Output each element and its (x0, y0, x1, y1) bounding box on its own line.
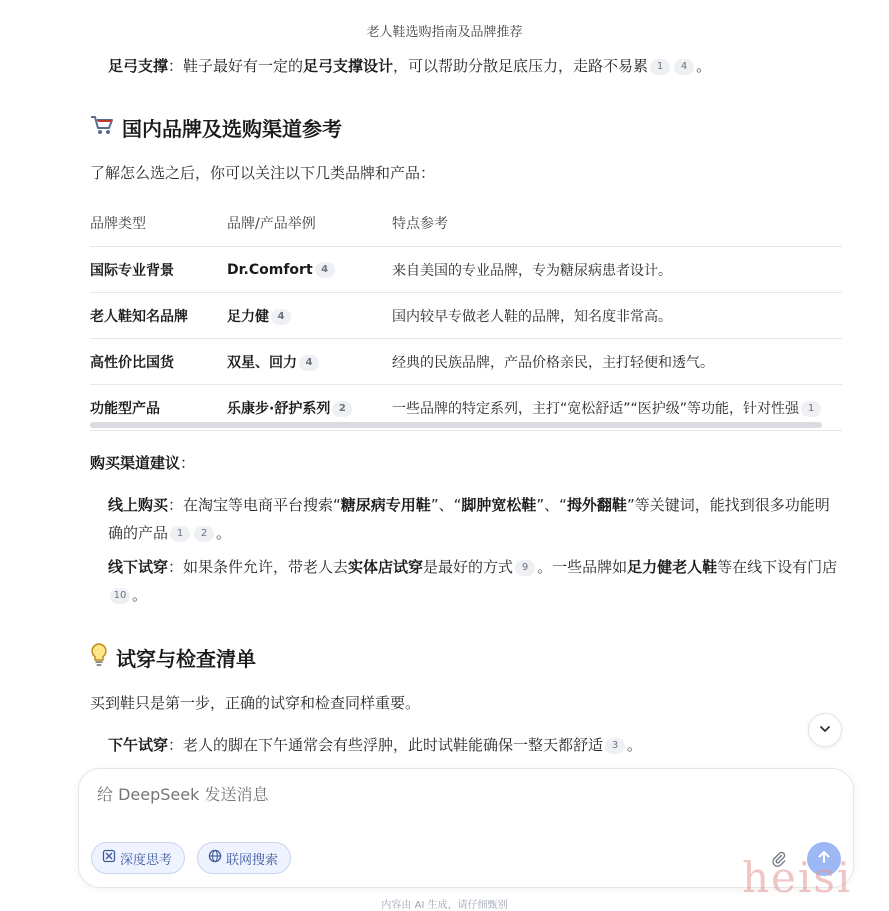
section-heading-brands: 国内品牌及选购渠道参考 (90, 113, 342, 142)
scroll-to-bottom-button[interactable] (808, 713, 842, 747)
citation-badge[interactable]: 1 (801, 401, 821, 417)
web-search-toggle[interactable] (197, 842, 291, 874)
chevron-down-icon (818, 721, 832, 740)
table-horizontal-scrollbar[interactable] (90, 422, 822, 428)
deep-think-label: 深度思考 (120, 852, 173, 868)
brand-table (90, 200, 842, 431)
citation-badge[interactable]: 3 (605, 738, 625, 754)
citation-badge[interactable]: 9 (515, 560, 535, 576)
column-header: 品牌类型 (90, 200, 227, 247)
section-heading-checklist: 试穿与检查清单 (90, 643, 256, 672)
cart-icon (90, 114, 114, 141)
message-input[interactable] (97, 785, 797, 804)
bullet-arch-support: 足弓支撑：鞋子最好有一定的足弓支撑设计，可以帮助分散足底压力，走路不易累 1 4 。 (108, 57, 712, 75)
citation-badge[interactable]: 4 (299, 355, 319, 371)
citation-badge[interactable]: 2 (332, 401, 352, 417)
table-row (90, 293, 842, 339)
table-row (90, 247, 842, 293)
page-title: 老人鞋选购指南及品牌推荐 (366, 25, 523, 40)
citation-badge[interactable]: 1 (170, 526, 190, 542)
lightbulb-icon (90, 643, 108, 672)
citation-badge[interactable]: 4 (674, 59, 694, 75)
citation-badge[interactable]: 10 (110, 588, 130, 604)
citation-badge[interactable]: 1 (650, 59, 670, 75)
deep-think-icon (102, 849, 116, 867)
column-header: 特点参考 (392, 200, 842, 247)
citation-badge[interactable]: 4 (271, 309, 291, 325)
web-search-label: 联网搜索 (226, 852, 279, 868)
brand-type-cell: 高性价比国货 (90, 339, 227, 385)
brand-type-cell: 功能型产品 (90, 385, 227, 431)
brand-type-cell: 国际专业背景 (90, 247, 227, 293)
citation-badge[interactable]: 4 (315, 262, 335, 278)
citation-badge[interactable]: 2 (194, 526, 214, 542)
ai-disclaimer: 内容由 AI 生成，请仔细甄别 (381, 900, 508, 911)
brand-name-cell: Dr.Comfort 4 (227, 247, 392, 293)
brand-type-cell: 老人鞋知名品牌 (90, 293, 227, 339)
feature-cell: 来自美国的专业品牌，专为糖尿病患者设计。 (392, 247, 842, 293)
bullet-afternoon-tryon: 下午试穿：老人的脚在下午通常会有些浮肿，此时试鞋能确保一整天都舒适 3 。 (108, 736, 643, 754)
brand-name-cell: 乐康步·舒护系列 2 (227, 385, 392, 431)
brand-name-cell: 足力健 4 (227, 293, 392, 339)
table-row (90, 339, 842, 385)
checklist-intro: 买到鞋只是第一步，正确的试穿和检查同样重要。 (90, 694, 421, 712)
deep-think-toggle[interactable] (91, 842, 185, 874)
brands-intro: 了解怎么选之后，你可以关注以下几类品牌和产品： (90, 164, 436, 182)
watermark-text: heisi (742, 853, 853, 902)
feature-cell: 国内较早专做老人鞋的品牌，知名度非常高。 (392, 293, 842, 339)
bullet-online-purchase: 线上购买：在淘宝等电商平台搜索“糖尿病专用鞋”、“脚肿宽松鞋”、“拇外翻鞋”等关键词，能找到很多功能明确的产品 1 2 。 (108, 496, 830, 542)
message-composer (78, 768, 854, 888)
feature-cell: 一些品牌的特定系列，主打“宽松舒适”“医护级”等功能，针对性强 1 (392, 385, 842, 431)
bullet-offline-tryon: 线下试穿：如果条件允许，带老人去实体店试穿是最好的方式 9 。一些品牌如足力健老人鞋等在线下设有门店10 。 (108, 558, 838, 604)
brand-name-cell: 双星、回力 4 (227, 339, 392, 385)
globe-icon (208, 849, 222, 867)
feature-cell: 经典的民族品牌，产品价格亲民，主打轻便和透气。 (392, 339, 842, 385)
table-header-row (90, 200, 842, 247)
column-header: 品牌/产品举例 (227, 200, 392, 247)
channels-title: 购买渠道建议： (90, 454, 196, 472)
